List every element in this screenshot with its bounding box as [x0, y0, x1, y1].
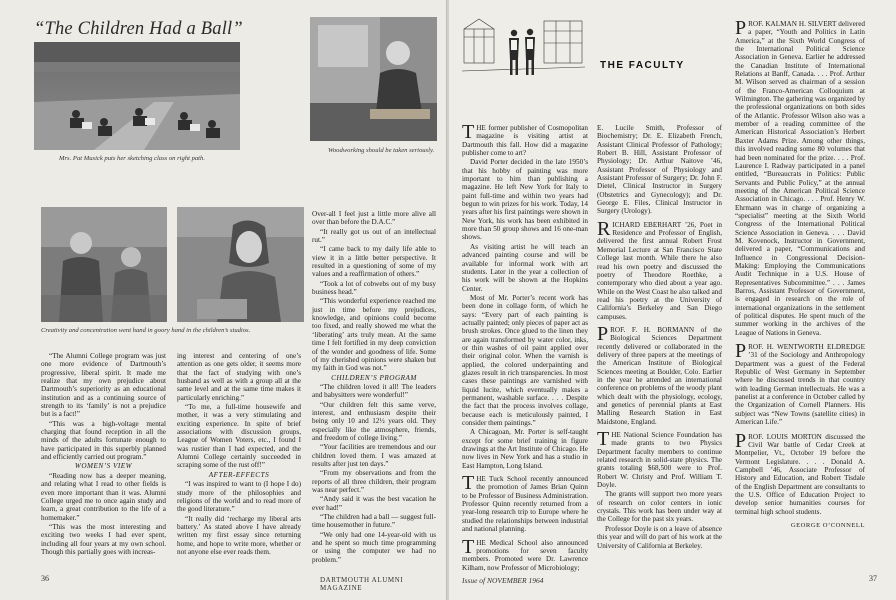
paragraph: “The children had a ball — suggest full-time housemother in future.” — [312, 513, 436, 530]
drop-cap: P — [597, 322, 609, 345]
paragraph: “Took a lot of cobwebs out of my busy business head.” — [312, 279, 436, 297]
paragraph: “It really got us out of an intellectual rut.” — [312, 227, 436, 245]
paragraph: E. Lucile Smith, Professor of Biochemistry; Dr. E. Elizabeth French, Assistant Clinical Professor of Pathology; Robert B. Hill, Assistant Professor of Physiology; Dr. Arthur Naitove ’46, Assistant Professor of Physiology and Assistant Professor of Surgery; Dr. John F. Dietel, Clinical Instructor in Surgery (Obstetrics and Gynecology); and Dr. George E. Files, Clinical Instructor in Surgery (Urology). — [597, 124, 722, 216]
photo-sketching-class — [34, 42, 240, 150]
paragraph: “To me, a full-time housewife and mother, it was a very stimulating and exciting experience. In spite of brief associations with discussion groups, League of Women Voters, etc., I found I was rustier than I had expected, and the Alumni College certainly succeeded in scraping some of the rust off!” — [177, 403, 301, 470]
right-page — [449, 0, 896, 600]
paragraph: PROF. H. WENTWORTH ELDREDGE ’31 of the Sociology and Anthropology Department was a guest of the Federal Republic of West Germany in September where he discussed trends in that country with leading German intellectuals. He was a panelist at a conference in October called by the Organization of Cornell Planners. His subject was “New Towns (satellite cities) in American Life.” — [735, 340, 865, 427]
paragraph: A Chicagoan, Mr. Porter is self-taught except for some brief training in figure drawings at the Art Institute of Chicago. He now lives in New York and has a studio in East Hampton, Long Island. — [462, 428, 588, 470]
section-heading-womens-view: WOMEN’S VIEW — [74, 462, 133, 471]
caption-sketching: Mrs. Pat Musick puts her sketching class on right path. — [59, 155, 205, 162]
paragraph: “From my observations and from the reports of all three children, their program was near perfect.” — [312, 469, 436, 494]
paragraph: PROF. KALMAN H. SILVERT delivered a paper, “Youth and Politics in Latin America,” at the Sixth World Congress of the International Political Science Association in Geneva. Earlier he addressed the Canadian Institute of International Relations at Banff, Canada. . . . Prof. Arthur M. Wilson served as chairman of a session of the Franco-American Colloquium at Wilmington. The gathering was organized by the professional organizations on both sides of the Atlantic. Professor Wilson also was a member of a reading committee of the American Historical Association’s Herbert Baxter Adams Prize. Among other things, this involved reading some 80 volumes that had been nominated for the prize. . . . Prof. Laurence I. Radway participated in a panel entitled, “Bureaucrats in Politics: Public Servants and Public Policy,” at the annual meeting of the American Political Science Association in Chicago. . . . Prof. Henry W. Ehrmann was in charge of organizing a “specialist” meeting at the Sixth World Congress of the International Political Science Association in Geneva. . . . David M. Kovenock, Instructor in Government, delivered a paper, “Communications and Influence in Congressional Decision-Making: Employing the Communications Audit Technique in a U.S. House of Representatives Subcommittee.” . . . James Barros, Assistant Professor of Government, is engaged in research on the role of international organizations in the settlement of political disputes. He spent much of the summer working in the archives of the League of Nations in Geneva. — [735, 17, 865, 337]
paragraph: “We only had one 14-year-old with us and he spent so much time programming or using the computer we had no problem.” — [312, 530, 436, 564]
paragraph: “This wonderful experience reached me just in time before my prejudices, knowledge, and opinions could become too fixed, and really showed me what the ‘liberating’ arts truly mean. At the same time I felt fortified in my deep conviction of the wonder and goodness of life. Some of my cherished opinions were shaken but my faith in God was not.” — [312, 297, 436, 373]
section-heading-after-effects: AFTER-EFFECTS — [208, 470, 270, 479]
photo-children-studio-1 — [41, 207, 167, 322]
paragraph: “Your facilities are tremendous and our children loved them. I was amazed at results after just ten days.” — [312, 443, 436, 468]
caption-creativity: Creativity and concentration went hand in goory hand in the children’s studios. — [41, 327, 251, 334]
drop-cap: P — [735, 429, 747, 452]
page-number-right: 37 — [869, 574, 877, 583]
paragraph: Over-all I feel just a little more alive all over than before the D.A.C.” — [312, 210, 436, 227]
drop-cap: R — [597, 217, 611, 240]
faculty-header-illustration — [462, 15, 585, 83]
paragraph: RICHARD EBERHART ’26, Poet in Residence and Professor of English, delivered the first annual Robert Frost Memorial Lecture at San Francisco State College last month. While there he also read his own poetry and discussed the poetry of Theodore Roethke, a contemporary who died about a year ago. While on the West Coast he also talked and read his poetry at the University of California’s Berkeley and San Diego campuses. — [597, 217, 722, 321]
paragraph: THE Medical School also announced promotions for seven faculty members. Promoted were Dr. Lawrence Kilham, now Professor of Microbiology; — [462, 535, 588, 572]
paragraph: The grants will support two more years of research on color centers in ionic crystals. This work has been under way at the College for the past six years. — [597, 490, 722, 524]
left-page — [0, 0, 447, 600]
right-column-1 — [462, 121, 588, 573]
paragraph: “Our children felt this same verve, interest, and enthusiasm despite their being only 10 and 12½ years old. They especially like the atmosphere, friends, and freedom of college living.” — [312, 400, 436, 442]
section-heading-faculty: THE FACULTY — [600, 60, 685, 71]
paragraph: “Reading now has a deeper meaning, and relating what I read to other fields is even more important than it was. Alumni College urged me to once again study and learn, a great contribution to the life of a homemaker.” — [41, 471, 166, 522]
paragraph: “Andy said it was the best vacation he ever had!” — [312, 495, 436, 512]
section-heading-childrens-program: CHILDREN’S PROGRAM — [331, 373, 417, 382]
article-title: “The Children Had a Ball” — [34, 19, 243, 39]
paragraph: “I came back to my daily life able to view it in a little better perspective. It resulted in a questioning of some of my values and a reaffirmation of others.” — [312, 245, 436, 279]
paragraph: “This was a high-voltage mental charging that found reception in all the minds of the adults fortunate enough to have participated in this superbly planned and efficiently carried out program.” — [41, 419, 166, 462]
paragraph: Professor Doyle is on a leave of absence this year and will do part of his work at the University of California at Berkeley. — [597, 524, 722, 550]
paragraph: “The children loved it all! The leaders and babysitters were wonderful!” — [312, 382, 436, 400]
right-column-2 — [597, 124, 722, 551]
right-column-3 — [735, 17, 865, 531]
page-number-left: 36 — [41, 574, 49, 583]
drop-cap: P — [735, 340, 747, 363]
paragraph: Most of Mr. Porter’s recent work has been done in collage form, of which he says: “Every part of each painting is actually painted; only pieces of paper act as brush strokes. Once glued to the linen they are again transformed by water color, inks, or thin washes of oil paint applied over their original color. When the varnish is applied, the colored underpainting and glazes result in rich transparencies. In most cases these paintings are varnished with liquid lucite, which eventually makes a permanent, washable surface. . . . Despite the fact that the process involves collage, because each is meticulously painted, I consider them paintings.” — [462, 293, 588, 428]
photo-children-studio-2 — [177, 207, 304, 322]
photo-woodworking — [310, 17, 437, 141]
caption-woodworking: Woodworking should be taken seriously. — [328, 147, 435, 154]
drop-cap: T — [597, 428, 610, 451]
issue-date: Issue of NOVEMBER 1964 — [462, 576, 544, 585]
paragraph: ing interest and centering of one’s attention as one gets older, it seems more that the fact of studying with one’s husband as well as with a group all at the same level and at the same time makes it particularly enriching.” — [177, 352, 301, 402]
paragraph: As visiting artist he will teach an advanced painting course and will be available for informal work with art students. Later in the year a collection of his work will be shown at the Hopkins Center. — [462, 242, 588, 293]
left-column-2 — [177, 352, 301, 557]
paragraph: “It really did ‘recharge my liberal arts battery.’ As stated above I have already written my first essay since returning home, and hope to write more, whether or not anyone else ever reads them. — [177, 514, 301, 556]
paragraph: THE Tuck School recently announced the promotion of James Brian Quinn to be Professor of Business Administration. Professor Quinn recently returned from a year-long research trip to Europe where he studied the relationships between industrial and national planning. — [462, 472, 588, 534]
paragraph: “The Alumni College program was just one more evidence of Dartmouth’s progressive, liberal spirit. It made me realize that my own prejudice about Dartmouth’s superiority as an educational institution and as a continuing source of strength to its ‘family’ is not a prejudice but is a fact!” — [41, 352, 166, 419]
drop-cap: T — [462, 472, 475, 495]
drop-cap: P — [735, 17, 747, 39]
left-column-3 — [312, 210, 436, 565]
magazine-name: DARTMOUTH ALUMNI MAGAZINE — [320, 576, 404, 592]
paragraph: David Porter decided in the late 1950’s that his hobby of painting was more important to him than publishing a magazine. He left New York for Italy to paint full-time and within two years had begun to win prizes for his work. Today, 14 years after his first paintings were shown in New York, his work has been exhibited in more than 50 group shows and 16 one-man shows. — [462, 158, 588, 242]
paragraph: THE National Science Foundation has made grants to two Physics Department faculty members to continue related research in solid-state physics. The grants totaling $68,500 were to Prof. Robert W. Christy and Prof. William T. Doyle. — [597, 428, 722, 490]
paragraph: PROF. F. H. BORMANN of the Biological Sciences Department recently delivered or collaborated in the delivery of three papers at the meetings of the American Institute of Biological Sciences meeting at Boulder, Colo. Earlier in the year he attended an international conference on problems of the woody plant which dealt with the physiology, ecology, and genetics of perennial plants at East Malling Research Station in East Maidstone, England. — [597, 322, 722, 426]
author-signature: GEORGE O’CONNELL — [790, 521, 865, 529]
left-column-1 — [41, 352, 166, 557]
drop-cap: T — [462, 535, 475, 558]
drop-cap: T — [462, 121, 475, 143]
paragraph: THE former publisher of Cosmopolitan magazine is visiting artist at Dartmouth this fall. How did a magazine publisher come to art? — [462, 121, 588, 158]
paragraph: “I was inspired to want to (I hope I do) study more of the philosophies and religions of the world and to read more of the good literature.” — [177, 480, 301, 514]
paragraph: PROF. LOUIS MORTON discussed the Civil War battle of Cedar Creek at Montpelier, Vt., October 19 before the Vermont Legislature. . . . Donald A. Campbell ’46, Associate Professor of History and Education, and Robert Tisdale of the English Department are consultants to the U.S. Office of Education Project to develop senior humanities courses for terminal high school students. — [735, 429, 865, 516]
paragraph: “This was the most interesting and exciting two weeks I had ever spent, including all four years at my own school. Though this partially goes with increas- — [41, 522, 166, 556]
